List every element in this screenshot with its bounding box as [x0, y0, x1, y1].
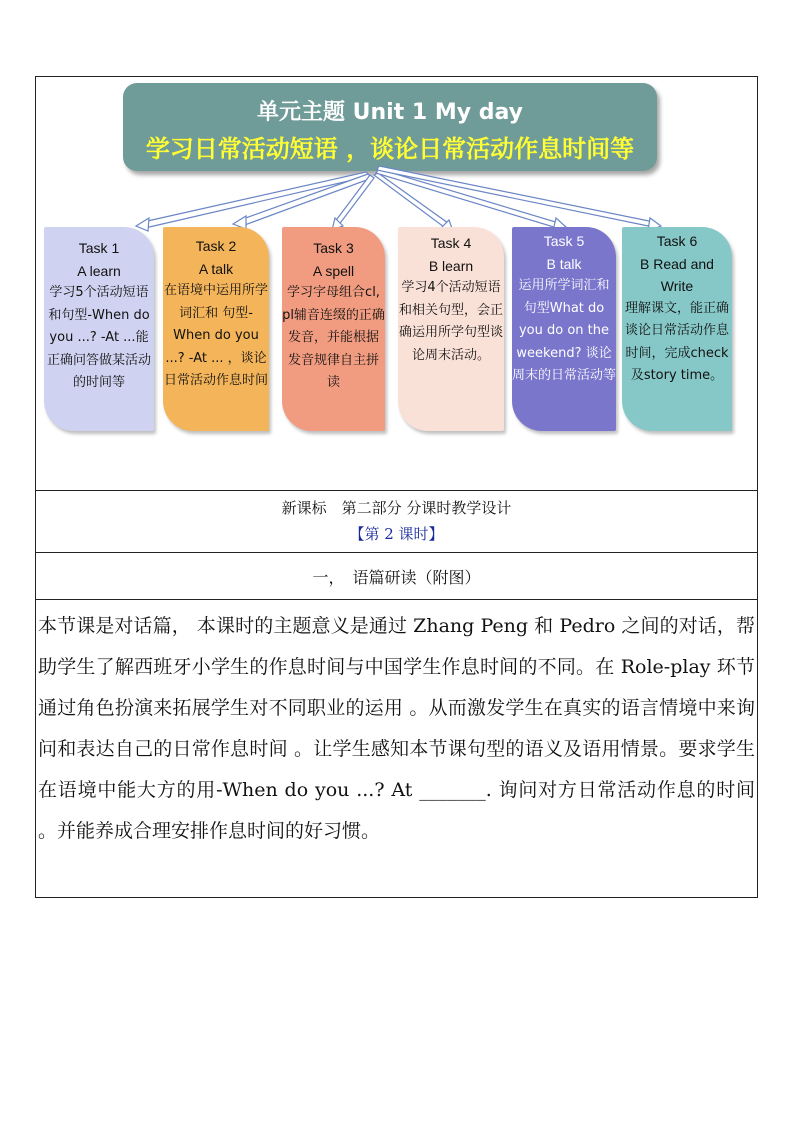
task-description: 在语境中运用所学词汇和 句型-When do you ...? -At ... ，谈论日常活动作息时间	[163, 283, 268, 388]
section-title: 新课标 第二部分 分课时教学设计	[281, 499, 512, 517]
task-subtitle: A spell	[312, 262, 355, 279]
task-description: 理解课文，能正确谈论日常活动作息时间，完成check及story time。	[624, 300, 729, 383]
analysis-paragraph: 本节课是对话篇， 本课时的主题意义是通过 Zhang Peng 和 Pedro 之间的对话，帮助学生了解西班牙小学生的作息时间与中国学生作息时间的不同。在 Role-play 环节通过角色扮演来拓展学生对不同职业的运用 。从而激发学生在真实的语言情境中来询问和表达自己的日常作息时间 。让学生感知本节课句型的语义及语用情景。要求学生在语境中能大方的用-When do you ...? At _______. 询问对方日常活动作息的时间 。并能养成合理安排作息时间的好习惯。	[38, 615, 755, 842]
task-card-4	[398, 227, 504, 431]
task-subtitle: B talk	[546, 255, 582, 272]
task-subtitle: B learn	[428, 257, 474, 274]
analysis-heading-row	[36, 553, 757, 600]
task-subtitle: A learn	[77, 262, 121, 279]
task-title: Task 5	[543, 233, 585, 249]
task-card-2	[163, 227, 269, 431]
task-title: Task 4	[430, 235, 472, 251]
analysis-body-row	[36, 600, 757, 897]
arrow-task3	[334, 175, 374, 226]
task-title: Task 1	[78, 240, 120, 256]
unit-theme-goal: 学习日常活动短语 ，谈论日常活动作息时间等	[145, 135, 635, 163]
unit-theme-banner	[123, 83, 657, 171]
task-title: Task 6	[656, 233, 698, 249]
task-subtitle: A talk	[198, 260, 234, 277]
task-description: 学习4个活动短语和相关句型，会正确运用所学句型谈论周末活动。	[398, 280, 503, 363]
task-card-6	[622, 227, 732, 431]
unit-theme-title: 单元主题 Unit 1 My day	[256, 100, 524, 125]
lesson-plan-table	[35, 76, 758, 898]
task-description: 运用所学词汇和 句型What do you do on the weekend? 谈论周末的日常活动等	[512, 278, 616, 383]
task-description: 学习字母组合cl, pl辅音连缀的正确发音，并能根据发音规律自主拼读	[282, 285, 385, 390]
task-card-3	[282, 227, 385, 431]
arrow-task5	[376, 169, 559, 228]
arrow-task2	[240, 174, 372, 226]
arrow-task6	[377, 166, 654, 227]
analysis-heading: 一， 语篇研读（附图）	[312, 568, 481, 587]
section-header	[36, 491, 757, 553]
lesson-number: 【第 2 课时】	[349, 525, 444, 543]
arrow-task4	[374, 173, 448, 227]
task-card-1	[44, 227, 154, 431]
task-title: Task 3	[313, 240, 354, 256]
task-description: 学习5个活动短语和句型-When do you ...? -At ...能正确问答做某活动的时间等	[46, 285, 151, 390]
unit-diagram	[36, 77, 757, 491]
task-title: Task 2	[195, 238, 237, 254]
arrow-task1	[143, 172, 370, 228]
task-subtitle: B Read and Write	[640, 255, 714, 294]
task-card-5	[512, 227, 616, 431]
